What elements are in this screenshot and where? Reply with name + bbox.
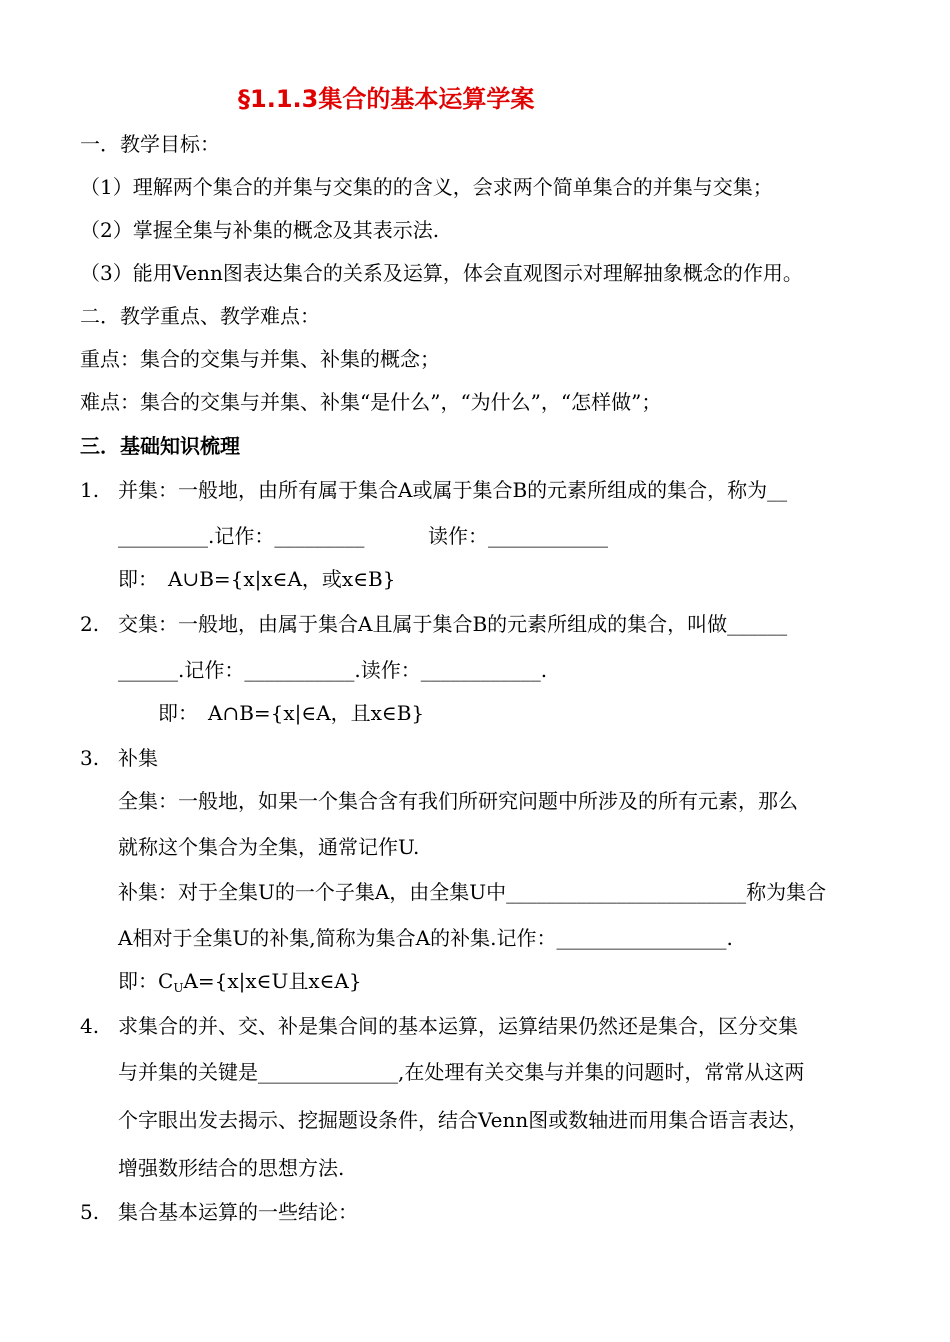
item-3-heading: 补集 <box>118 746 158 770</box>
item-4-line-4: 增强数形结合的思想方法. <box>118 1156 345 1180</box>
item-5-line-1: 集合基本运算的一些结论： <box>118 1200 358 1224</box>
universal-set-line-1: 全集：一般地，如果一个集合含有我们所研究问题中所涉及的所有元素，那么 <box>118 789 798 813</box>
objective-1: （1）理解两个集合的并集与交集的的含义，会求两个简单集合的并集与交集； <box>80 175 773 199</box>
item-4-number: 4. <box>80 1014 100 1038</box>
section-3-heading: 三．基础知识梳理 <box>80 434 240 458</box>
complement-line-1: 补集：对于全集U的一个子集A，由全集U中________________________称为集合 <box>118 880 827 904</box>
item-2-line-1: 交集：一般地，由属于集合A且属于集合B的元素所组成的集合，叫做______ <box>118 612 788 636</box>
item-2-line-2: ______.记作：___________.读作：____________. <box>118 658 548 682</box>
item-1-line-1: 并集：一般地，由所有属于集合A或属于集合B的元素所组成的集合，称为__ <box>118 478 788 502</box>
item-2-number: 2. <box>80 612 100 636</box>
complement-subscript: U <box>173 981 184 995</box>
complement-formula-prefix: 即：C <box>118 969 174 993</box>
item-4-line-2: 与并集的关键是______________,在处理有关交集与并集的问题时，常常从这两 <box>118 1060 805 1084</box>
item-4-line-1: 求集合的并、交、补是集合间的基本运算，运算结果仍然还是集合，区分交集 <box>118 1014 798 1038</box>
key-point: 重点：集合的交集与并集、补集的概念； <box>80 347 440 371</box>
page-title: §1.1.3集合的基本运算学案 <box>238 85 535 113</box>
objective-2: （2）掌握全集与补集的概念及其表示法. <box>80 218 440 242</box>
item-1-number: 1. <box>80 478 100 502</box>
item-1-line-2b: 读作：____________ <box>428 524 608 548</box>
universal-set-line-2: 就称这个集合为全集，通常记作U. <box>118 835 420 859</box>
section-1-heading: 一．教学目标： <box>80 132 220 156</box>
objective-3: （3）能用Venn图表达集合的关系及运算，体会直观图示对理解抽象概念的作用。 <box>80 261 803 285</box>
complement-line-2: A相对于全集U的补集,简称为集合A的补集.记作：_________________. <box>118 926 733 950</box>
item-4-line-3: 个字眼出发去揭示、挖掘题设条件，结合Venn图或数轴进而用集合语言表达， <box>118 1108 809 1132</box>
complement-formula-body: A={x|x∈U且x∈A} <box>183 969 362 993</box>
difficult-point: 难点：集合的交集与并集、补集“是什么”，“为什么”，“怎样做”； <box>80 390 662 414</box>
item-1-formula: 即： A∪B={x|x∈A，或x∈B} <box>118 567 396 591</box>
item-3-number: 3. <box>80 746 100 770</box>
complement-formula <box>118 968 362 997</box>
section-2-heading: 二．教学重点、教学难点： <box>80 304 320 328</box>
item-1-line-2a: _________.记作：_________ <box>118 524 365 548</box>
item-5-number: 5. <box>80 1200 100 1224</box>
item-2-formula: 即： A∩B={x|∈A，且x∈B} <box>158 701 425 725</box>
